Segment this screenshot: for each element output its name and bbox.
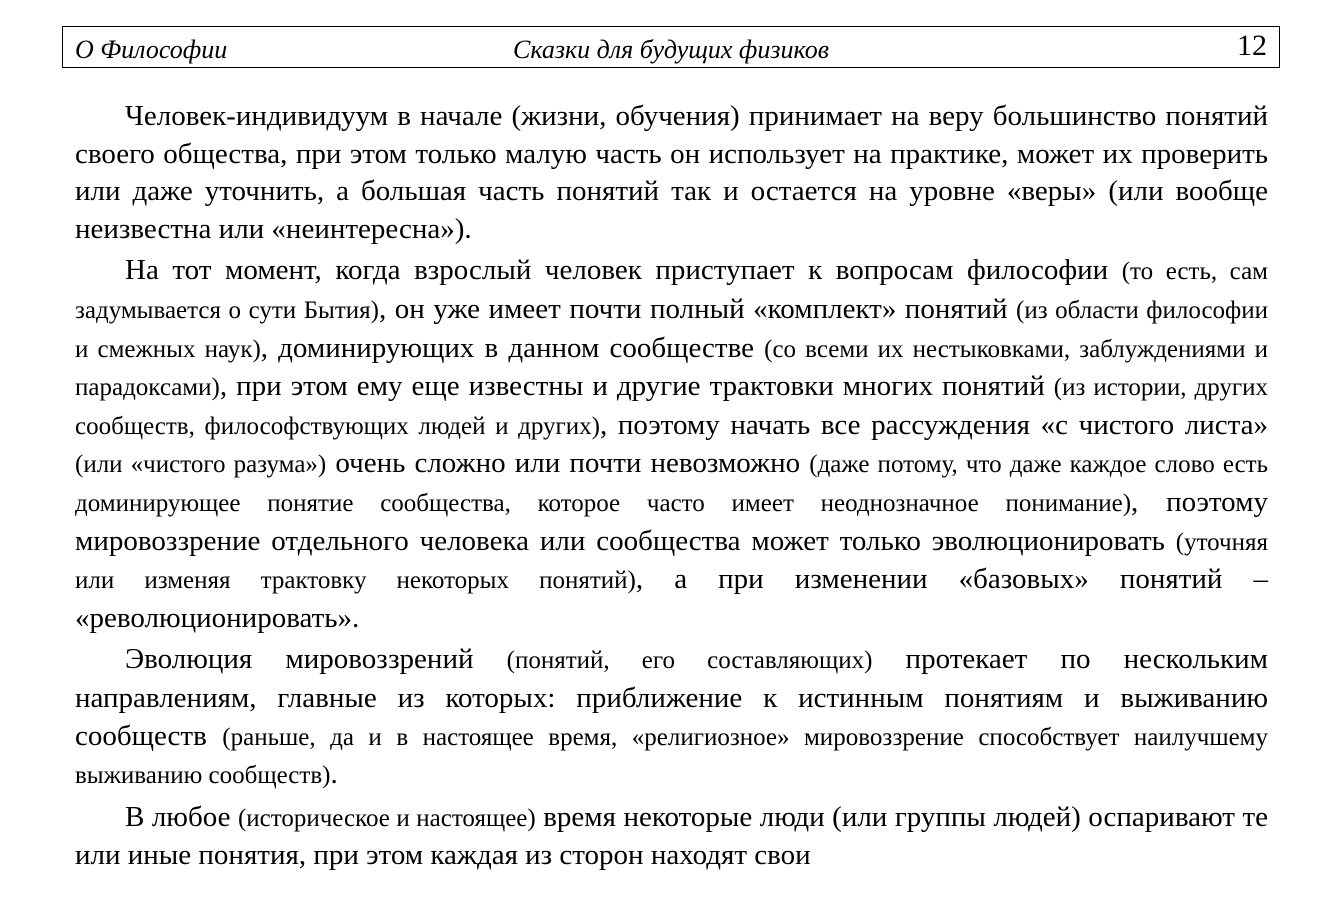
paragraph-parenthetical: (из области философии и смежных наук)	[75, 296, 1268, 363]
paragraph-parenthetical: (со всеми их нестыковками, заблуждениями и парадоксами)	[75, 335, 1268, 402]
paragraph-parenthetical: (или «чистого разума»)	[75, 451, 327, 479]
paragraph-text: .	[330, 758, 338, 791]
paragraph-text: время некоторые люди (или группы людей) оспаривают те или иные понятия, при этом каждая из сторон находят свои	[75, 800, 1268, 872]
paragraph	[75, 252, 1268, 637]
paragraph-parenthetical: (уточняя или изменяя трактовку некоторых понятий)	[75, 528, 1268, 595]
header-section-title: О Философии	[75, 35, 228, 64]
paragraph-parenthetical: (то есть, сам задумывается о сути Бытия)	[75, 258, 1268, 324]
paragraph-text: На тот момент, когда взрослый человек приступает к вопросам философии	[125, 254, 1122, 287]
paragraph-text: Человек-индивидуум в начале (жизни, обучения) принимает на веру большинство понятий своего общества, при этом только малую часть он использует на практике, может их проверить или даже уточнить, а большая часть понятий так и остается на уровне «веры» (или вообще неизвестна или «неинтересна»).	[75, 100, 1268, 245]
paragraph	[75, 98, 1268, 248]
paragraph-text: , доминирующих в данном сообществе	[260, 331, 765, 364]
paragraph-parenthetical: (из истории, других сообществ, философствующих людей и других)	[75, 374, 1269, 440]
paragraph-text: , а при изменении «базовых» понятий – «революционировать».	[75, 563, 1269, 634]
paragraph-parenthetical: (историческое и настоящее)	[237, 804, 536, 832]
header-book-title: Сказки для будущих физиков	[512, 35, 829, 64]
paragraph-text: Эволюция мировоззрений	[125, 643, 507, 676]
paragraph-text: , поэтому начать все рассуждения «с чистого листа»	[599, 408, 1268, 441]
paragraph-text: , при этом ему еще известны и другие трактовки многих понятий	[219, 370, 1054, 403]
paragraph-text: очень сложно или почти невозможно	[326, 447, 810, 480]
body-text	[75, 98, 1268, 879]
page-header	[62, 26, 1280, 68]
page-number: 12	[1237, 29, 1267, 62]
paragraph-text: протекает по нескольким направлениям, главные из которых: приближение к истинным понятиям и выживанию сообществ	[75, 643, 1268, 752]
paragraph-text: , поэтому мировоззрение отдельного человека или сообщества может только эволюционировать	[75, 485, 1268, 557]
paragraph-parenthetical: (раньше, да и в настоящее время, «религиозное» мировоззрение способствует наилучшему выживанию сообществ)	[75, 723, 1268, 790]
paragraph	[75, 799, 1268, 875]
paragraph-text: , он уже имеет почти полный «комплект» понятий	[378, 292, 1017, 325]
paragraph-parenthetical: (понятий, его составляющих)	[506, 647, 873, 675]
paragraph-text: В любое	[125, 800, 238, 833]
paragraph	[75, 641, 1268, 794]
paragraph-parenthetical: (даже потому, что даже каждое слово есть доминирующее понятие сообщества, которое часто имеет неоднозначное понимание)	[75, 451, 1269, 517]
